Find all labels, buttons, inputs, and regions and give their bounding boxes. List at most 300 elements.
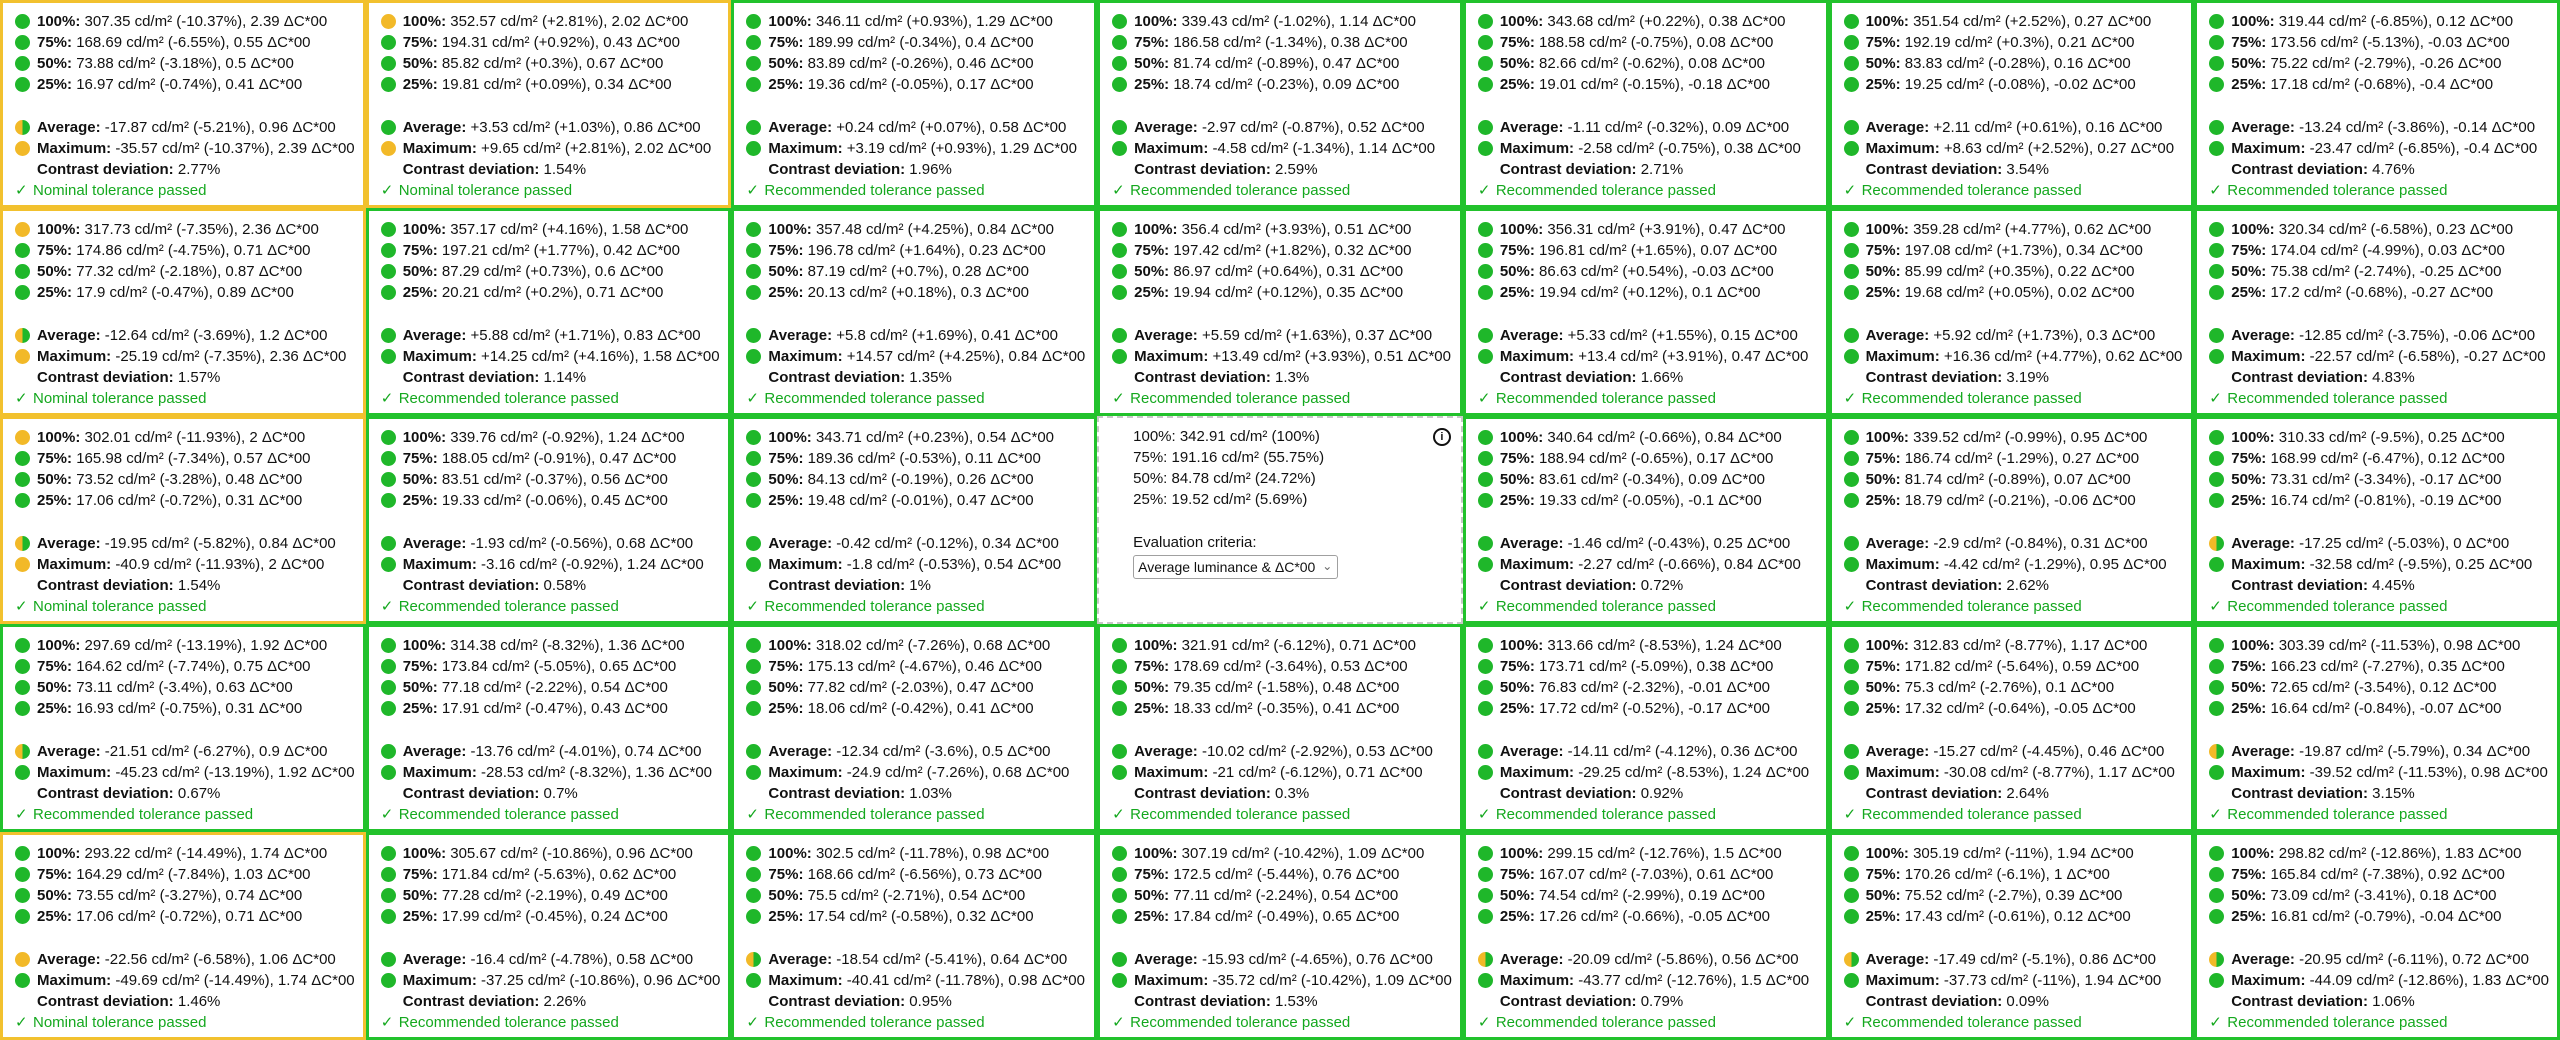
maximum-row: [1478, 346, 1818, 367]
row-value: 346.11 cd/m² (+0.93%), 1.29 ΔC*00: [811, 13, 1053, 30]
tolerance-result: ✓ Recommended tolerance passed: [746, 1014, 985, 1031]
measurement-cell: [731, 624, 1097, 832]
average-row: [1478, 949, 1818, 970]
row-value: -19.87 cd/m² (-5.79%), 0.34 ΔC*00: [2294, 743, 2531, 760]
maximum-row: [1112, 346, 1452, 367]
luminance-25-row: [15, 490, 355, 511]
row-value: 173.84 cd/m² (-5.05%), 0.65 ΔC*00: [437, 658, 677, 675]
contrast-deviation-row: Contrast deviation: 0.7%: [402, 785, 578, 802]
luminance-100-row: [2209, 843, 2549, 864]
row-value: 85.82 cd/m² (+0.3%), 0.67 ΔC*00: [437, 55, 664, 72]
row-label: Average:: [1865, 327, 1930, 344]
half-status-dot-icon: [2209, 744, 2224, 759]
luminance-100-row: [381, 219, 721, 240]
row-label: 100%:: [1865, 13, 1909, 30]
row-label: 50%:: [1499, 55, 1535, 72]
contrast-deviation-row: Contrast deviation: 0.3%: [1134, 785, 1310, 802]
row-value: 307.19 cd/m² (-10.42%), 1.09 ΔC*00: [1177, 845, 1425, 862]
checkmark-icon: ✓: [1477, 390, 1491, 407]
luminance-100-row: [15, 219, 355, 240]
average-row: [1844, 533, 2184, 554]
green-status-dot-icon: [1112, 14, 1127, 29]
row-label: Average:: [37, 327, 101, 344]
average-row: [1844, 949, 2184, 970]
luminance-75-row: [381, 240, 721, 261]
luminance-100-row: [746, 427, 1086, 448]
tolerance-result: ✓ Recommended tolerance passed: [2209, 390, 2448, 407]
tolerance-result: ✓ Nominal tolerance passed: [15, 182, 207, 199]
green-status-dot-icon: [1478, 430, 1493, 445]
luminance-75-row: [381, 864, 721, 885]
row-label: 25%:: [2231, 908, 2267, 925]
green-status-dot-icon: [2209, 867, 2224, 882]
row-value: 339.52 cd/m² (-0.99%), 0.95 ΔC*00: [1908, 429, 2148, 446]
maximum-row: [1844, 762, 2184, 783]
maximum-row: [746, 970, 1086, 991]
maximum-row: [1112, 762, 1452, 783]
green-status-dot-icon: [381, 952, 396, 967]
green-status-dot-icon: [1478, 701, 1493, 716]
tolerance-result: ✓ Recommended tolerance passed: [1112, 390, 1351, 407]
row-label: 75%:: [768, 242, 804, 259]
luminance-25-row: [746, 906, 1086, 927]
luminance-25-row: [381, 490, 721, 511]
contrast-deviation-row: Contrast deviation: 1.06%: [2231, 993, 2415, 1010]
row-value: 77.82 cd/m² (-2.03%), 0.47 ΔC*00: [803, 679, 1034, 696]
row-label: Maximum:: [1499, 764, 1575, 781]
luminance-50-row: [1844, 677, 2184, 698]
green-status-dot-icon: [381, 35, 396, 50]
row-value: -13.76 cd/m² (-4.01%), 0.74 ΔC*00: [466, 743, 702, 760]
row-label: 75%:: [1499, 34, 1535, 51]
row-label: 50%:: [768, 471, 804, 488]
tolerance-result: ✓ Recommended tolerance passed: [1843, 806, 2082, 823]
row-label: 50%:: [2231, 887, 2267, 904]
maximum-row: [2209, 138, 2549, 159]
green-status-dot-icon: [1844, 451, 1859, 466]
maximum-row: [1478, 970, 1818, 991]
green-status-dot-icon: [1112, 952, 1127, 967]
row-label: 50%:: [1499, 471, 1535, 488]
average-row: [1844, 741, 2184, 762]
row-value: 79.35 cd/m² (-1.58%), 0.48 ΔC*00: [1169, 679, 1400, 696]
contrast-deviation-row: Contrast deviation: 2.77%: [37, 161, 221, 178]
green-status-dot-icon: [15, 472, 30, 487]
green-status-dot-icon: [1112, 659, 1127, 674]
green-status-dot-icon: [381, 349, 396, 364]
luminance-75-row: [1112, 32, 1452, 53]
row-value: 171.84 cd/m² (-5.63%), 0.62 ΔC*00: [437, 866, 677, 883]
contrast-deviation-row: Contrast deviation: 1.54%: [37, 577, 221, 594]
luminance-75-row: [2209, 240, 2549, 261]
row-label: 100%:: [37, 221, 81, 238]
green-status-dot-icon: [2209, 472, 2224, 487]
green-status-dot-icon: [746, 430, 761, 445]
row-value: -20.95 cd/m² (-6.11%), 0.72 ΔC*00: [2294, 951, 2529, 968]
luminance-100-row: [1844, 635, 2184, 656]
green-status-dot-icon: [15, 909, 30, 924]
checkmark-icon: ✓: [1843, 806, 1857, 823]
luminance-100-row: [15, 427, 355, 448]
green-status-dot-icon: [15, 765, 30, 780]
green-status-dot-icon: [746, 77, 761, 92]
row-value: 73.31 cd/m² (-3.34%), -0.17 ΔC*00: [2266, 471, 2502, 488]
luminance-75-row: [1844, 240, 2184, 261]
tolerance-result: ✓ Recommended tolerance passed: [2209, 806, 2448, 823]
row-label: 100%:: [402, 429, 447, 446]
row-label: Average:: [1134, 327, 1198, 344]
row-value: 77.11 cd/m² (-2.24%), 0.54 ΔC*00: [1169, 887, 1399, 904]
half-status-dot-icon: [1478, 952, 1493, 967]
row-value: 18.06 cd/m² (-0.42%), 0.41 ΔC*00: [803, 700, 1034, 717]
row-value: -15.93 cd/m² (-4.65%), 0.76 ΔC*00: [1197, 951, 1433, 968]
row-label: Maximum:: [1865, 972, 1940, 989]
row-label: Average:: [37, 743, 101, 760]
contrast-deviation-row: Contrast deviation: 2.64%: [1865, 785, 2049, 802]
row-label: Average:: [1865, 951, 1930, 968]
checkmark-icon: ✓: [2209, 806, 2222, 823]
row-label: 100%:: [768, 845, 812, 862]
row-label: Average:: [768, 743, 833, 760]
green-status-dot-icon: [1112, 909, 1127, 924]
row-value: 305.67 cd/m² (-10.86%), 0.96 ΔC*00: [446, 845, 693, 862]
luminance-25-row: [1112, 74, 1452, 95]
contrast-deviation-row: Contrast deviation: 4.45%: [2231, 577, 2415, 594]
green-status-dot-icon: [746, 493, 761, 508]
measurement-cell: [0, 416, 366, 624]
row-value: 19.94 cd/m² (+0.12%), 0.35 ΔC*00: [1169, 284, 1404, 301]
green-status-dot-icon: [1478, 285, 1493, 300]
luminance-75-row: [381, 32, 721, 53]
row-label: Average:: [1134, 951, 1198, 968]
row-value: +16.36 cd/m² (+4.77%), 0.62 ΔC*00: [1939, 348, 2183, 365]
average-row: [746, 949, 1086, 970]
row-label: Maximum:: [1499, 348, 1575, 365]
green-status-dot-icon: [1112, 120, 1127, 135]
maximum-row: [1478, 762, 1818, 783]
maximum-row: [381, 138, 721, 159]
row-value: 356.31 cd/m² (+3.91%), 0.47 ΔC*00: [1543, 221, 1786, 238]
row-label: 25%:: [1865, 492, 1901, 509]
row-label: 25%:: [2231, 76, 2267, 93]
row-value: 81.74 cd/m² (-0.89%), 0.07 ΔC*00: [1900, 471, 2131, 488]
luminance-50-row: [2209, 53, 2549, 74]
row-label: 50%:: [1865, 887, 1901, 904]
green-status-dot-icon: [1112, 56, 1127, 71]
row-label: 75%:: [1134, 866, 1170, 883]
green-status-dot-icon: [15, 638, 30, 653]
measurement-cell: [1097, 832, 1463, 1040]
measurement-cell: [1463, 416, 1829, 624]
luminance-50-row: [1112, 261, 1452, 282]
row-value: -39.52 cd/m² (-11.53%), 0.98 ΔC*00: [2305, 764, 2548, 781]
contrast-deviation-row: Contrast deviation: 1.03%: [768, 785, 952, 802]
green-status-dot-icon: [1478, 493, 1493, 508]
luminance-75-row: [15, 448, 355, 469]
green-status-dot-icon: [746, 744, 761, 759]
row-value: 19.94 cd/m² (+0.12%), 0.1 ΔC*00: [1534, 284, 1761, 301]
luminance-100-row: [1112, 11, 1452, 32]
luminance-50-row: [381, 261, 721, 282]
green-status-dot-icon: [381, 888, 396, 903]
luminance-50-row: [746, 885, 1086, 906]
row-value: 16.74 cd/m² (-0.81%), -0.19 ΔC*00: [2266, 492, 2502, 509]
green-status-dot-icon: [746, 973, 761, 988]
row-label: 25%:: [1865, 284, 1901, 301]
row-value: 72.65 cd/m² (-3.54%), 0.12 ΔC*00: [2266, 679, 2497, 696]
row-value: 18.79 cd/m² (-0.21%), -0.06 ΔC*00: [1900, 492, 2136, 509]
average-row: [746, 533, 1086, 554]
row-value: 167.07 cd/m² (-7.03%), 0.61 ΔC*00: [1534, 866, 1774, 883]
tolerance-result: ✓ Recommended tolerance passed: [1477, 806, 1716, 823]
half-status-dot-icon: [2209, 952, 2224, 967]
row-label: 75%:: [2231, 34, 2267, 51]
luminance-50-row: [1478, 53, 1818, 74]
green-status-dot-icon: [15, 973, 30, 988]
green-status-dot-icon: [1844, 867, 1859, 882]
green-status-dot-icon: [746, 765, 761, 780]
green-status-dot-icon: [15, 56, 30, 71]
row-value: 85.99 cd/m² (+0.35%), 0.22 ΔC*00: [1900, 263, 2135, 280]
row-label: 100%:: [1134, 221, 1178, 238]
row-label: 100%:: [1865, 221, 1909, 238]
green-status-dot-icon: [746, 536, 761, 551]
row-label: 50%:: [1499, 679, 1535, 696]
row-value: 192.19 cd/m² (+0.3%), 0.21 ΔC*00: [1900, 34, 2135, 51]
maximum-row: [381, 970, 721, 991]
green-status-dot-icon: [1844, 536, 1859, 551]
luminance-25-row: [1844, 906, 2184, 927]
contrast-deviation-row: Contrast deviation: 1.57%: [37, 369, 221, 386]
row-value: 73.52 cd/m² (-3.28%), 0.48 ΔC*00: [72, 471, 303, 488]
row-label: Maximum:: [1134, 764, 1209, 781]
tolerance-result: ✓ Recommended tolerance passed: [1477, 182, 1716, 199]
row-label: 75%:: [402, 450, 438, 467]
green-status-dot-icon: [2209, 451, 2224, 466]
row-value: +13.49 cd/m² (+3.93%), 0.51 ΔC*00: [1208, 348, 1451, 365]
row-value: 77.18 cd/m² (-2.22%), 0.54 ΔC*00: [437, 679, 668, 696]
green-status-dot-icon: [2209, 243, 2224, 258]
measurement-cell: [1829, 624, 2195, 832]
green-status-dot-icon: [2209, 120, 2224, 135]
yellow-status-dot-icon: [381, 141, 396, 156]
row-label: 100%:: [2231, 429, 2275, 446]
row-value: 83.61 cd/m² (-0.34%), 0.09 ΔC*00: [1534, 471, 1766, 488]
row-label: Maximum:: [1134, 348, 1209, 365]
row-label: Maximum:: [402, 556, 477, 573]
evaluation-criteria-select[interactable]: [1133, 555, 1338, 579]
row-value: 73.55 cd/m² (-3.27%), 0.74 ΔC*00: [72, 887, 303, 904]
row-label: 75%:: [768, 450, 804, 467]
green-status-dot-icon: [1478, 846, 1493, 861]
row-label: 50%:: [1134, 263, 1170, 280]
tolerance-result: ✓ Recommended tolerance passed: [1843, 1014, 2082, 1031]
average-row: [381, 325, 721, 346]
green-status-dot-icon: [1478, 744, 1493, 759]
row-label: 50%:: [402, 263, 438, 280]
measurement-cell: [1463, 624, 1829, 832]
green-status-dot-icon: [1112, 888, 1127, 903]
green-status-dot-icon: [2209, 638, 2224, 653]
row-label: 100%:: [2231, 845, 2275, 862]
luminance-75-row: [1112, 864, 1452, 885]
row-value: -30.08 cd/m² (-8.77%), 1.17 ΔC*00: [1939, 764, 2175, 781]
tolerance-result: ✓ Nominal tolerance passed: [15, 1014, 207, 1031]
row-value: 17.18 cd/m² (-0.68%), -0.4 ΔC*00: [2266, 76, 2494, 93]
luminance-50-row: [381, 885, 721, 906]
row-value: 19.25 cd/m² (-0.08%), -0.02 ΔC*00: [1900, 76, 2136, 93]
row-value: 312.83 cd/m² (-8.77%), 1.17 ΔC*00: [1908, 637, 2148, 654]
maximum-row: [746, 762, 1086, 783]
luminance-25-row: [1112, 906, 1452, 927]
row-value: -20.09 cd/m² (-5.86%), 0.56 ΔC*00: [1563, 951, 1799, 968]
row-value: 16.64 cd/m² (-0.84%), -0.07 ΔC*00: [2266, 700, 2502, 717]
tolerance-result: ✓ Nominal tolerance passed: [15, 390, 207, 407]
row-label: 75%:: [402, 242, 438, 259]
row-label: 100%:: [37, 13, 81, 30]
reference-l75: 75%: 191.16 cd/m² (55.75%): [1133, 449, 1325, 466]
row-value: 77.32 cd/m² (-2.18%), 0.87 ΔC*00: [72, 263, 303, 280]
row-label: 75%:: [1499, 450, 1535, 467]
row-label: 50%:: [1865, 55, 1901, 72]
row-label: 100%:: [402, 13, 447, 30]
row-label: 25%:: [768, 284, 804, 301]
chevron-down-icon: ⌄: [1322, 559, 1333, 573]
average-row: [381, 949, 721, 970]
green-status-dot-icon: [381, 867, 396, 882]
checkmark-icon: ✓: [1843, 390, 1857, 407]
row-value: 165.84 cd/m² (-7.38%), 0.92 ΔC*00: [2266, 866, 2505, 883]
row-value: 75.3 cd/m² (-2.76%), 0.1 ΔC*00: [1900, 679, 2115, 696]
checkmark-icon: ✓: [380, 806, 394, 823]
green-status-dot-icon: [381, 973, 396, 988]
green-status-dot-icon: [746, 14, 761, 29]
contrast-deviation-row: Contrast deviation: 0.95%: [768, 993, 952, 1010]
luminance-25-row: [746, 698, 1086, 719]
checkmark-icon: ✓: [1477, 806, 1491, 823]
green-status-dot-icon: [381, 557, 396, 572]
row-label: 50%:: [402, 887, 438, 904]
green-status-dot-icon: [2209, 222, 2224, 237]
row-value: 166.23 cd/m² (-7.27%), 0.35 ΔC*00: [2266, 658, 2505, 675]
row-label: 100%:: [1499, 429, 1544, 446]
average-row: [2209, 325, 2549, 346]
green-status-dot-icon: [1112, 638, 1127, 653]
average-row: [1478, 741, 1818, 762]
row-value: -10.02 cd/m² (-2.92%), 0.53 ΔC*00: [1197, 743, 1433, 760]
row-label: 75%:: [1134, 242, 1170, 259]
row-value: 189.99 cd/m² (-0.34%), 0.4 ΔC*00: [803, 34, 1034, 51]
row-value: -32.58 cd/m² (-9.5%), 0.25 ΔC*00: [2305, 556, 2533, 573]
luminance-25-row: [1478, 282, 1818, 303]
row-value: -1.93 cd/m² (-0.56%), 0.68 ΔC*00: [466, 535, 694, 552]
checkmark-icon: ✓: [15, 182, 28, 199]
row-value: 19.68 cd/m² (+0.05%), 0.02 ΔC*00: [1900, 284, 2135, 301]
row-label: 50%:: [402, 55, 438, 72]
row-label: 50%:: [1865, 471, 1901, 488]
green-status-dot-icon: [1112, 680, 1127, 695]
row-label: 100%:: [1134, 13, 1178, 30]
row-label: 75%:: [1499, 242, 1535, 259]
contrast-deviation-row: Contrast deviation: 0.72%: [1499, 577, 1684, 594]
measurement-cell: [366, 208, 732, 416]
row-value: -49.69 cd/m² (-14.49%), 1.74 ΔC*00: [111, 972, 355, 989]
row-value: 17.06 cd/m² (-0.72%), 0.31 ΔC*00: [72, 492, 303, 509]
row-value: 18.74 cd/m² (-0.23%), 0.09 ΔC*00: [1169, 76, 1400, 93]
row-value: 197.08 cd/m² (+1.73%), 0.34 ΔC*00: [1900, 242, 2143, 259]
average-row: [381, 533, 721, 554]
row-value: -22.56 cd/m² (-6.58%), 1.06 ΔC*00: [100, 951, 336, 968]
luminance-25-row: [381, 282, 721, 303]
green-status-dot-icon: [1112, 222, 1127, 237]
row-value: 171.82 cd/m² (-5.64%), 0.59 ΔC*00: [1900, 658, 2140, 675]
row-value: 16.97 cd/m² (-0.74%), 0.41 ΔC*00: [72, 76, 303, 93]
luminance-75-row: [1478, 32, 1818, 53]
luminance-50-row: [1478, 469, 1818, 490]
row-value: +2.11 cd/m² (+0.61%), 0.16 ΔC*00: [1929, 119, 2163, 136]
row-value: +3.19 cd/m² (+0.93%), 1.29 ΔC*00: [842, 140, 1077, 157]
row-value: -2.58 cd/m² (-0.75%), 0.38 ΔC*00: [1574, 140, 1801, 157]
luminance-75-row: [15, 864, 355, 885]
contrast-deviation-row: Contrast deviation: 1.14%: [402, 369, 587, 386]
contrast-deviation-row: Contrast deviation: 0.92%: [1499, 785, 1684, 802]
luminance-100-row: [1112, 219, 1452, 240]
row-value: -2.9 cd/m² (-0.84%), 0.31 ΔC*00: [1929, 535, 2148, 552]
row-label: 100%:: [37, 637, 81, 654]
green-status-dot-icon: [15, 14, 30, 29]
average-row: [15, 949, 355, 970]
green-status-dot-icon: [1112, 35, 1127, 50]
reference-cell: [1097, 416, 1463, 624]
checkmark-icon: ✓: [1112, 390, 1125, 407]
luminance-50-row: [1112, 885, 1452, 906]
average-row: [381, 117, 721, 138]
row-label: 25%:: [402, 700, 438, 717]
green-status-dot-icon: [1844, 765, 1859, 780]
row-label: Average:: [402, 327, 467, 344]
row-value: 86.63 cd/m² (+0.54%), -0.03 ΔC*00: [1534, 263, 1774, 280]
luminance-100-row: [1844, 219, 2184, 240]
green-status-dot-icon: [1478, 536, 1493, 551]
row-label: 25%:: [1499, 492, 1535, 509]
row-label: 50%:: [1865, 679, 1901, 696]
green-status-dot-icon: [381, 638, 396, 653]
checkmark-icon: ✓: [1843, 598, 1857, 615]
luminance-100-row: [2209, 219, 2549, 240]
row-label: 50%:: [1865, 263, 1901, 280]
row-value: 173.56 cd/m² (-5.13%), -0.03 ΔC*00: [2266, 34, 2510, 51]
checkmark-icon: ✓: [2209, 390, 2222, 407]
row-label: 100%:: [1134, 845, 1178, 862]
contrast-deviation-row: Contrast deviation: 0.79%: [1499, 993, 1684, 1010]
luminance-50-row: [746, 53, 1086, 74]
maximum-row: [1112, 970, 1452, 991]
row-value: +5.88 cd/m² (+1.71%), 0.83 ΔC*00: [466, 327, 701, 344]
row-value: 357.48 cd/m² (+4.25%), 0.84 ΔC*00: [811, 221, 1055, 238]
luminance-50-row: [381, 53, 721, 74]
measurement-cell: [0, 208, 366, 416]
average-row: [1844, 117, 2184, 138]
yellow-status-dot-icon: [15, 349, 30, 364]
row-label: 75%:: [2231, 450, 2267, 467]
info-icon[interactable]: i: [1433, 428, 1451, 446]
measurement-cell: [1463, 208, 1829, 416]
average-row: [746, 117, 1086, 138]
green-status-dot-icon: [1112, 973, 1127, 988]
green-status-dot-icon: [1844, 973, 1859, 988]
row-label: 25%:: [402, 908, 438, 925]
row-label: 50%:: [768, 679, 804, 696]
